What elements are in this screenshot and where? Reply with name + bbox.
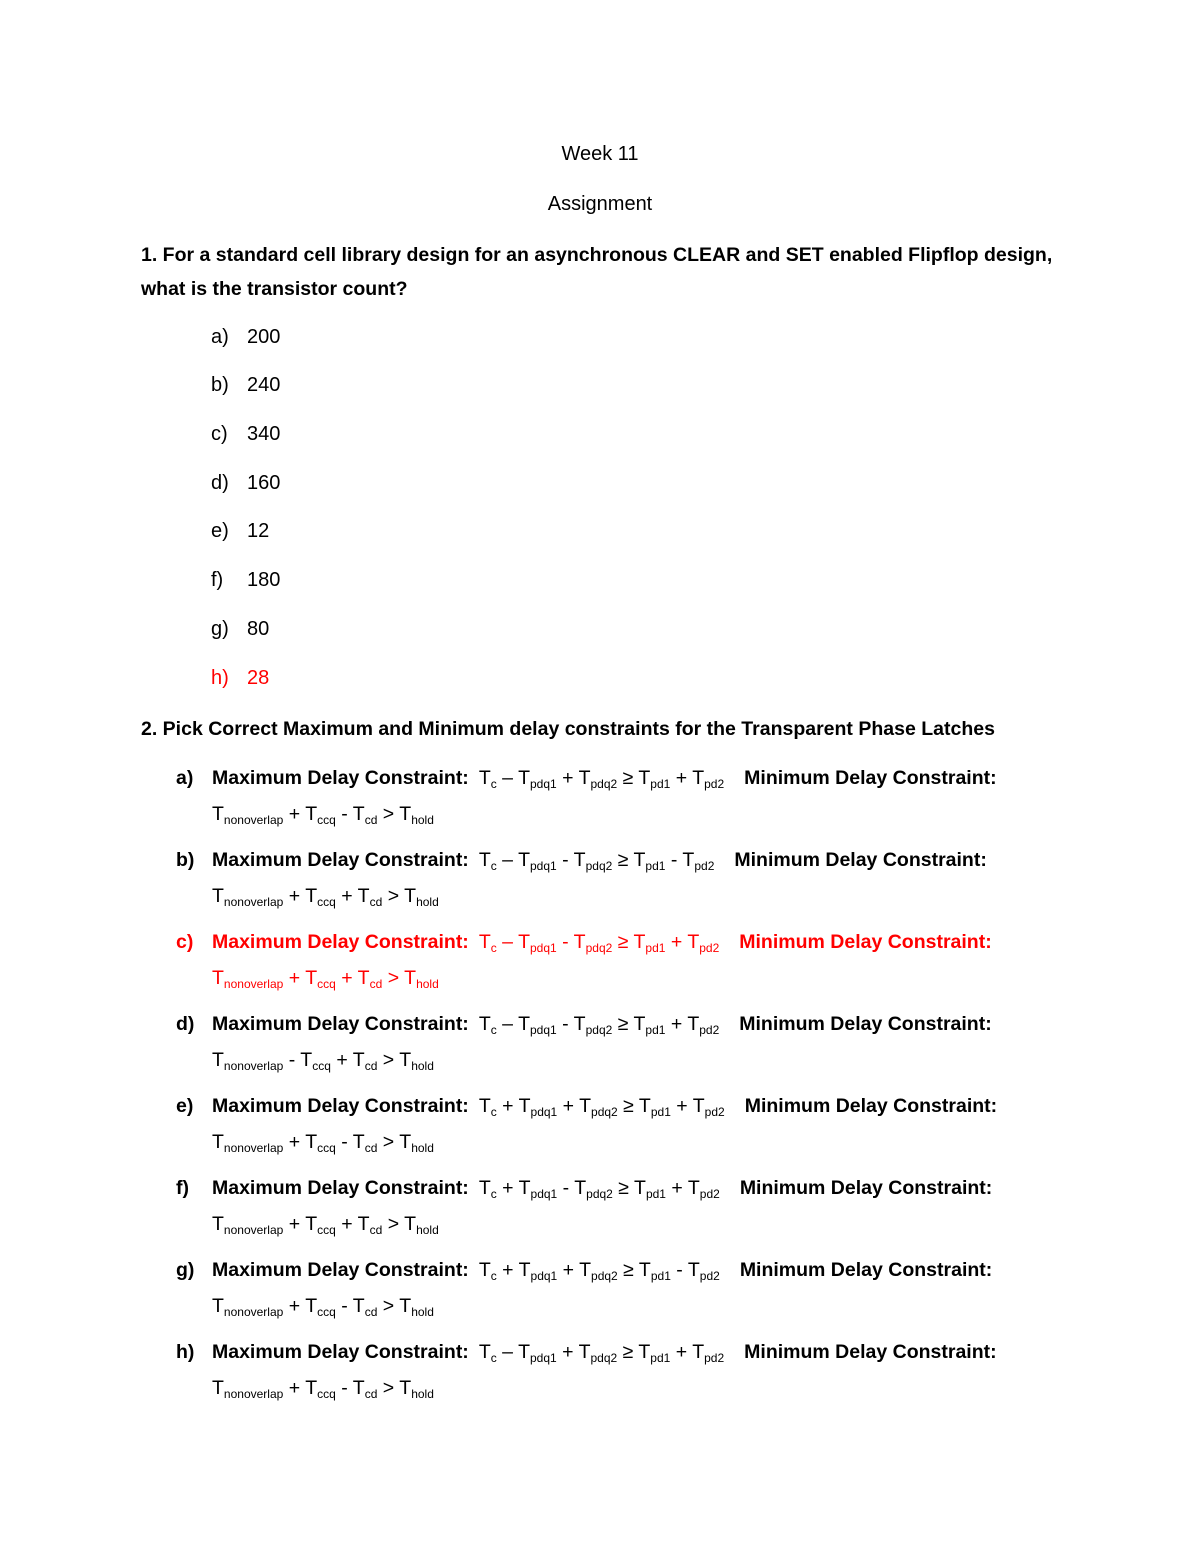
min-constraint-expression: $T_{nonoverlap} + T_{ccq} - T_{cd} > T_{hold}$ bbox=[212, 803, 434, 827]
max-constraint-line bbox=[212, 848, 987, 874]
question-2-text: 2. Pick Correct Maximum and Minimum delay constraints for the Transparent Phase Latches bbox=[141, 718, 995, 740]
min-constraint-expression: $T_{nonoverlap} + T_{ccq} - T_{cd} > T_{hold}$ bbox=[212, 1377, 434, 1401]
question-1-text bbox=[141, 238, 1071, 306]
option-letter: a) bbox=[176, 767, 194, 789]
option-letter: d) bbox=[211, 472, 229, 494]
max-constraint-line bbox=[212, 1012, 992, 1038]
min-constraint-expression: $T_{nonoverlap} - T_{ccq} + T_{cd} > T_{hold}$ bbox=[212, 1049, 434, 1073]
option-letter: c) bbox=[176, 931, 194, 953]
option-letter: g) bbox=[211, 618, 229, 640]
option-letter: g) bbox=[176, 1259, 195, 1281]
max-constraint-expression: $T_c - T_{pdq1} - T_{pdq2} \ge T_{pd1} - T_{pd2}$ bbox=[478, 849, 715, 873]
option-value: 200 bbox=[247, 326, 281, 348]
min-constraint-label: Minimum Delay Constraint: bbox=[739, 1013, 992, 1035]
min-constraint-expression: $T_{nonoverlap} + T_{ccq} - T_{cd} > T_{hold}$ bbox=[212, 1295, 434, 1319]
max-constraint-expression: $T_c + T_{pdq1} - T_{pdq2} \ge T_{pd1} + T_{pd2}$ bbox=[478, 1177, 720, 1201]
option-value: 180 bbox=[247, 569, 281, 591]
min-constraint-label: Minimum Delay Constraint: bbox=[739, 931, 992, 953]
min-constraint-expression: $T_{nonoverlap} + T_{ccq} + T_{cd} > T_{hold}$ bbox=[212, 1213, 439, 1237]
min-constraint-expression: $T_{nonoverlap} + T_{ccq} - T_{cd} > T_{hold}$ bbox=[212, 1131, 434, 1155]
max-constraint-label: Maximum Delay Constraint: bbox=[212, 849, 469, 871]
max-constraint-label: Maximum Delay Constraint: bbox=[212, 1095, 469, 1117]
question-1-bold-text: 1. For a standard cell library design for an asynchronous CLEAR and SET enabled Flipflop design, what is the transistor count? bbox=[141, 244, 1053, 300]
option-value: 80 bbox=[247, 618, 270, 640]
max-constraint-expression: $T_c - T_{pdq1} - T_{pdq2} \ge T_{pd1} + T_{pd2}$ bbox=[478, 931, 720, 955]
min-constraint-expression: $T_{nonoverlap} + T_{ccq} + T_{cd} > T_{hold}$ bbox=[212, 967, 439, 991]
min-constraint-label: Minimum Delay Constraint: bbox=[744, 1095, 998, 1117]
max-constraint-expression: $T_c + T_{pdq1} + T_{pdq2} \ge T_{pd1} + T_{pd2}$ bbox=[478, 1095, 725, 1119]
max-constraint-expression: $T_c + T_{pdq1} + T_{pdq2} \ge T_{pd1} - T_{pd2}$ bbox=[478, 1259, 720, 1283]
option-value: 160 bbox=[247, 472, 281, 494]
assignment-title: Assignment bbox=[547, 193, 653, 215]
max-constraint-label: Maximum Delay Constraint: bbox=[212, 931, 469, 953]
min-constraint-expression: $T_{nonoverlap} + T_{ccq} + T_{cd} > T_{hold}$ bbox=[212, 885, 439, 909]
min-constraint-label: Minimum Delay Constraint: bbox=[734, 849, 987, 871]
min-constraint-label: Minimum Delay Constraint: bbox=[739, 1259, 993, 1281]
option-letter: e) bbox=[176, 1095, 194, 1117]
option-letter: h) bbox=[176, 1341, 195, 1363]
max-constraint-expression: $T_c - T_{pdq1} + T_{pdq2} \ge T_{pd1} + T_{pd2}$ bbox=[478, 1341, 725, 1365]
max-constraint-line bbox=[212, 1094, 997, 1120]
option-letter: d) bbox=[176, 1013, 195, 1035]
option-value: 240 bbox=[247, 374, 281, 396]
max-constraint-label: Maximum Delay Constraint: bbox=[212, 767, 469, 789]
max-constraint-label: Maximum Delay Constraint: bbox=[212, 1013, 469, 1035]
max-constraint-line bbox=[212, 930, 992, 956]
min-constraint-label: Minimum Delay Constraint: bbox=[744, 1341, 997, 1363]
min-constraint-label: Minimum Delay Constraint: bbox=[744, 767, 997, 789]
week-heading: Week 11 bbox=[561, 143, 639, 165]
option-value: 340 bbox=[247, 423, 281, 445]
max-constraint-label: Maximum Delay Constraint: bbox=[212, 1259, 469, 1281]
option-letter: f) bbox=[176, 1177, 189, 1199]
min-constraint-label: Minimum Delay Constraint: bbox=[739, 1177, 993, 1199]
max-constraint-expression: $T_c - T_{pdq1} - T_{pdq2} \ge T_{pd1} + T_{pd2}$ bbox=[478, 1013, 720, 1037]
option-letter: a) bbox=[211, 326, 229, 348]
option-letter: e) bbox=[211, 520, 229, 542]
max-constraint-label: Maximum Delay Constraint: bbox=[212, 1341, 469, 1363]
option-letter: f) bbox=[211, 569, 224, 591]
max-constraint-label: Maximum Delay Constraint: bbox=[212, 1177, 469, 1199]
option-value: 28 bbox=[247, 667, 270, 689]
max-constraint-line bbox=[212, 1258, 992, 1284]
max-constraint-line bbox=[212, 1340, 997, 1366]
max-constraint-expression: $T_c - T_{pdq1} + T_{pdq2} \ge T_{pd1} + T_{pd2}$ bbox=[478, 767, 725, 791]
max-constraint-line bbox=[212, 766, 997, 792]
option-letter: b) bbox=[176, 849, 195, 871]
option-letter: c) bbox=[211, 423, 228, 445]
max-constraint-line bbox=[212, 1176, 992, 1202]
option-value: 12 bbox=[247, 520, 270, 542]
option-letter: b) bbox=[211, 374, 229, 396]
option-letter: h) bbox=[211, 667, 229, 689]
